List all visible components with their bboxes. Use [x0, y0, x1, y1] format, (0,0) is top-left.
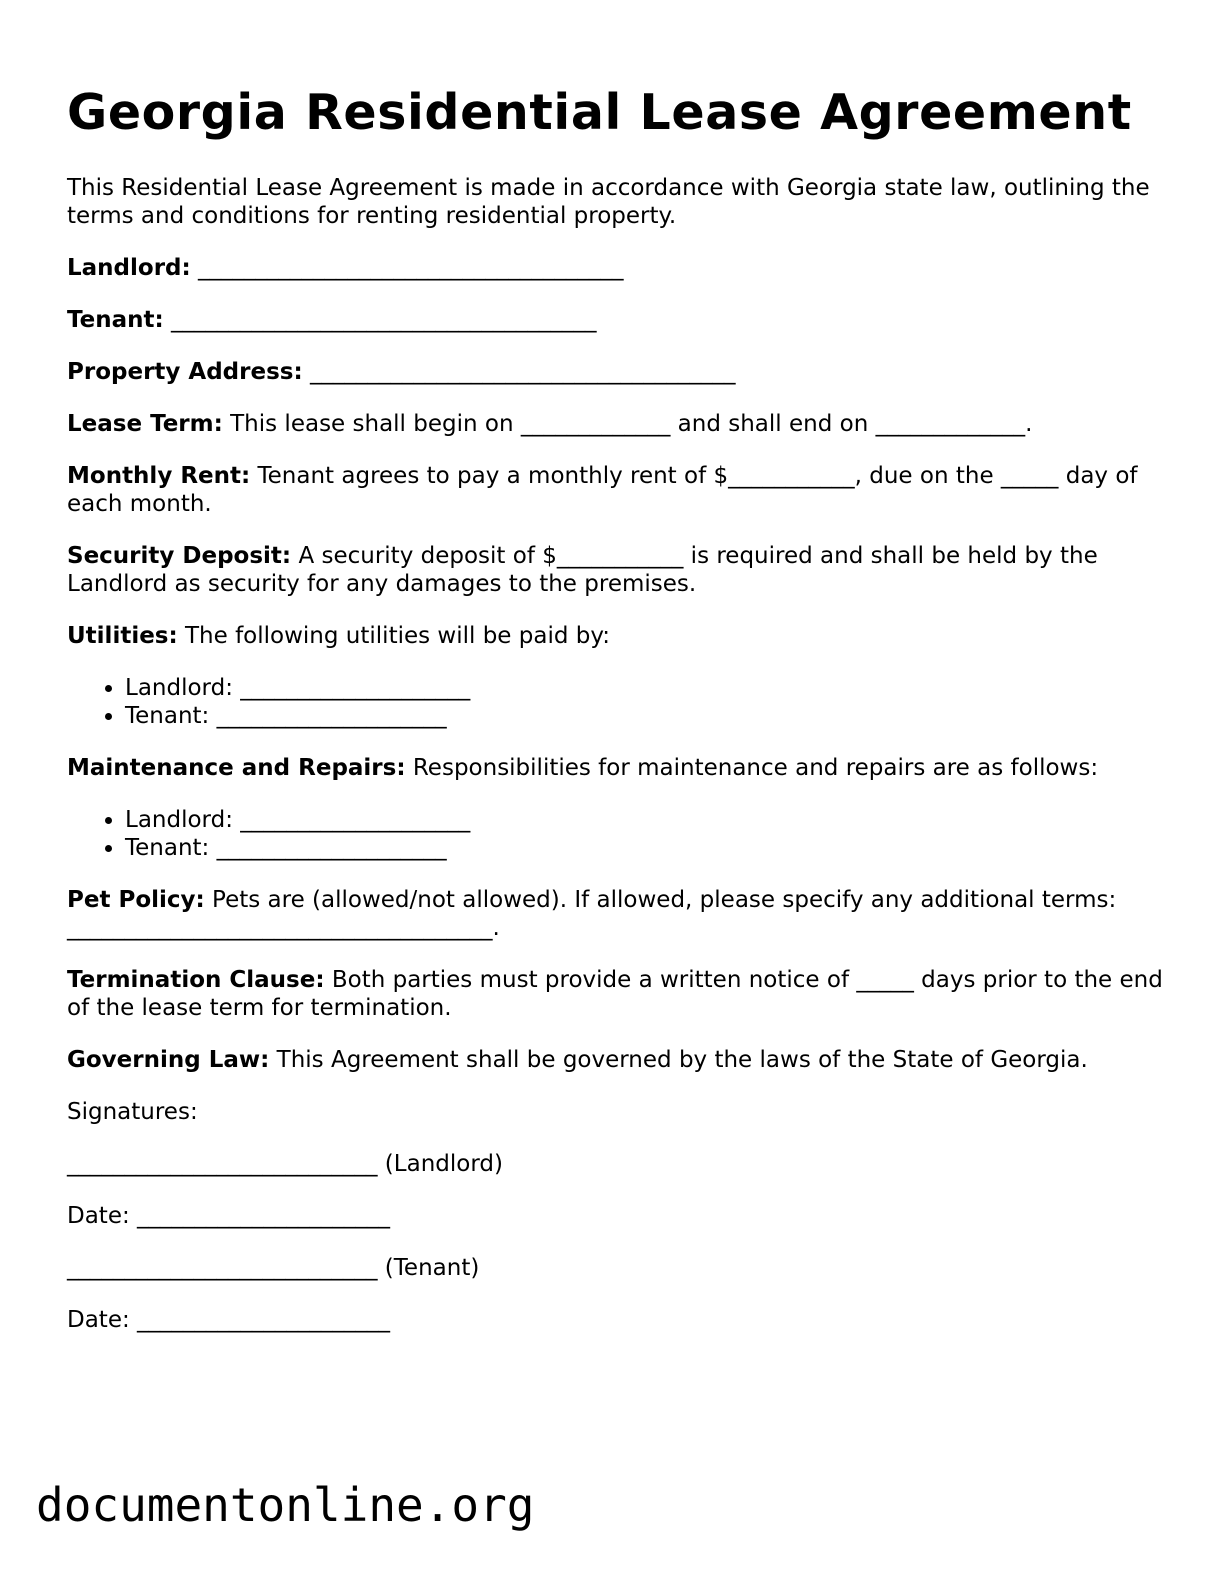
tenant-signature-line: ___________________________ (Tenant) — [67, 1255, 480, 1281]
monthly-rent-text: Tenant agrees to pay a monthly rent of $___________, due on the _____ day of each month. — [67, 463, 1138, 517]
landlord-field — [67, 254, 1167, 282]
termination-text: Both parties must provide a written notice of _____ days prior to the end of the lease term for termination. — [67, 967, 1163, 1021]
monthly-rent-label: Monthly Rent: — [67, 463, 251, 489]
lease-term-label: Lease Term: — [67, 411, 223, 437]
list-item: • Landlord: ____________________ — [125, 674, 470, 702]
termination-label: Termination Clause: — [67, 967, 325, 993]
maintenance-list — [67, 806, 470, 862]
lease-term-text: This lease shall begin on _____________ and shall end on _____________. — [230, 411, 1033, 437]
property-address-label: Property Address: — [67, 359, 303, 385]
site-watermark: documentonline.org — [36, 1478, 535, 1532]
tenant-date-line: Date: ______________________ — [67, 1307, 391, 1333]
governing-law-label: Governing Law: — [67, 1047, 270, 1073]
security-deposit-clause — [67, 542, 1167, 598]
pet-policy-clause — [67, 886, 1167, 942]
list-item: • Tenant: ____________________ — [125, 834, 470, 862]
property-address-blank: _____________________________________ — [309, 359, 736, 385]
pet-policy-label: Pet Policy: — [67, 887, 205, 913]
maintenance-label: Maintenance and Repairs: — [67, 755, 406, 781]
signatures-heading: Signatures: — [67, 1099, 198, 1125]
intro-paragraph: This Residential Lease Agreement is made in accordance with Georgia state law, outlining the terms and conditions for renting residential property. — [67, 175, 1150, 229]
list-item: • Tenant: ____________________ — [125, 702, 470, 730]
landlord-date-line: Date: ______________________ — [67, 1203, 391, 1229]
maintenance-clause — [67, 754, 1167, 782]
utilities-list — [67, 674, 470, 730]
tenant-label: Tenant: — [67, 307, 164, 333]
utilities-label: Utilities: — [67, 623, 178, 649]
termination-clause — [67, 966, 1167, 1022]
landlord-signature-line: ___________________________ (Landlord) — [67, 1151, 503, 1177]
landlord-label: Landlord: — [67, 255, 191, 281]
lease-term-clause — [67, 410, 1167, 438]
tenant-blank: _____________________________________ — [171, 307, 597, 333]
list-item: • Landlord: ____________________ — [125, 806, 470, 834]
security-deposit-text: A security deposit of $___________ is required and shall be held by the Landlord as security for any damages to the premises. — [67, 543, 1098, 597]
maintenance-text: Responsibilities for maintenance and repairs are as follows: — [412, 755, 1099, 781]
pet-policy-text: Pets are (allowed/not allowed). If allowed, please specify any additional terms: _____________________________________. — [67, 887, 1117, 941]
monthly-rent-clause — [67, 462, 1167, 518]
property-address-field — [67, 358, 1167, 386]
utilities-clause — [67, 622, 1167, 650]
landlord-blank: _____________________________________ — [198, 255, 624, 281]
utilities-text: The following utilities will be paid by: — [185, 623, 611, 649]
document-title: Georgia Residential Lease Agreement — [67, 84, 1132, 141]
tenant-field — [67, 306, 1167, 334]
governing-law-clause — [67, 1046, 1167, 1074]
governing-law-text: This Agreement shall be governed by the laws of the State of Georgia. — [276, 1047, 1088, 1073]
security-deposit-label: Security Deposit: — [67, 543, 292, 569]
